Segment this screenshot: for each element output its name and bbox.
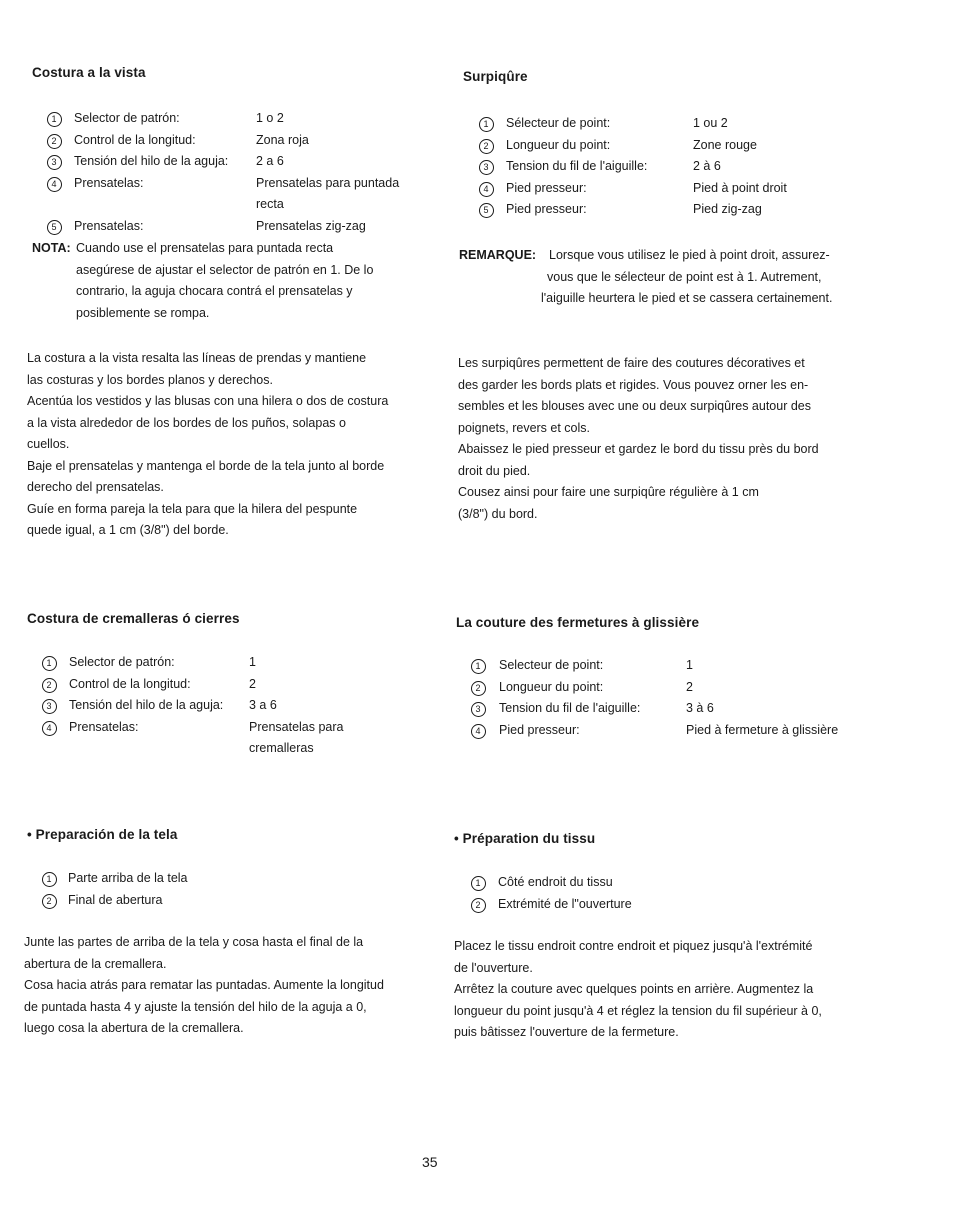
item-label: Longueur du point: bbox=[506, 137, 611, 152]
section-title: Costura a la vista bbox=[32, 65, 146, 80]
list-item bbox=[41, 717, 431, 739]
circled-number: 2 bbox=[479, 139, 494, 154]
item-number bbox=[41, 890, 57, 912]
paragraph-line: Abaissez le pied presseur et gardez le bord du tissu près du bord bbox=[458, 442, 819, 456]
fr2-items bbox=[470, 655, 890, 741]
note-line: Cuando use el prensatelas para puntada recta bbox=[76, 241, 334, 255]
circled-number: 1 bbox=[471, 876, 486, 891]
item-value: Pied à fermeture à glissière bbox=[686, 722, 839, 737]
note-line: posiblemente se rompa. bbox=[76, 305, 210, 320]
fr3-items bbox=[470, 872, 890, 915]
note-lead: NOTA: bbox=[32, 241, 71, 255]
circled-number: 2 bbox=[42, 678, 57, 693]
item-number bbox=[41, 674, 57, 696]
item-label: Pied presseur: bbox=[506, 202, 587, 216]
paragraph-line: Junte las partes de arriba de la tela y cosa hasta el final de la bbox=[24, 935, 364, 949]
fr1-note bbox=[459, 245, 879, 310]
circled-number: 1 bbox=[471, 659, 486, 674]
paragraph-line: Cosa hacia atrás para rematar las puntadas. Aumente la longitud bbox=[24, 978, 384, 992]
circled-number: 4 bbox=[42, 721, 57, 736]
list-item bbox=[46, 151, 436, 173]
section-title: La couture des fermetures à glissière bbox=[456, 615, 700, 630]
list-item bbox=[478, 178, 898, 200]
item-value: recta bbox=[256, 197, 284, 211]
circled-number: 2 bbox=[42, 894, 57, 909]
list-item bbox=[41, 674, 431, 696]
paragraph-line: luego cosa la abertura de la cremallera. bbox=[24, 1021, 244, 1035]
item-number bbox=[478, 199, 494, 221]
circled-number: 1 bbox=[42, 872, 57, 887]
item-number bbox=[41, 652, 57, 674]
item-value: Zone rouge bbox=[693, 137, 757, 152]
item-label: Extrémité de l"ouverture bbox=[498, 896, 632, 911]
section-costura-vista bbox=[32, 62, 432, 84]
item-number bbox=[46, 130, 62, 152]
paragraph-line: puis bâtissez l'ouverture de la fermeture. bbox=[454, 1025, 679, 1039]
circled-number: 3 bbox=[479, 160, 494, 175]
list-item bbox=[41, 890, 431, 912]
list-item bbox=[478, 199, 898, 221]
item-value: Zona roja bbox=[256, 132, 309, 147]
section-fermetures bbox=[456, 612, 876, 634]
item-value: 1 bbox=[686, 658, 693, 672]
list-item bbox=[470, 872, 890, 894]
item-number bbox=[470, 894, 486, 916]
list-item bbox=[41, 652, 431, 674]
list-item bbox=[46, 216, 436, 238]
item-number bbox=[46, 108, 62, 130]
item-number bbox=[470, 720, 486, 742]
list-item bbox=[41, 738, 431, 760]
paragraph-line: La costura a la vista resalta las líneas de prendas y mantiene bbox=[27, 351, 367, 365]
list-item bbox=[470, 677, 890, 699]
paragraph-line: Acentúa los vestidos y las blusas con una hilera o dos de costura bbox=[27, 394, 389, 408]
item-label: Final de abertura bbox=[68, 892, 163, 907]
section-title: Surpiqûre bbox=[463, 69, 528, 84]
item-value: 1 bbox=[249, 655, 256, 669]
es2-items bbox=[41, 652, 431, 760]
paragraph-line: poignets, revers et cols. bbox=[458, 420, 591, 435]
es1-body bbox=[27, 348, 427, 542]
note-lead: REMARQUE: bbox=[459, 248, 537, 262]
note-line: Lorsque vous utilisez le pied à point droit, assurez- bbox=[549, 248, 830, 262]
paragraph-line: sembles et les blouses avec une ou deux surpiqûres autour des bbox=[458, 399, 811, 413]
item-label: Parte arriba de la tela bbox=[68, 871, 188, 885]
paragraph-line: cuellos. bbox=[27, 437, 70, 451]
paragraph-line: las costuras y los bordes planos y derechos. bbox=[27, 372, 273, 387]
paragraph-line: Les surpiqûres permettent de faire des coutures décoratives et bbox=[458, 356, 805, 370]
note-line: contrario, la aguja chocara contrá el prensatelas y bbox=[76, 284, 353, 298]
item-label: Selector de patrón: bbox=[69, 655, 175, 669]
item-label: Selector de patrón: bbox=[74, 111, 180, 125]
section-preparacion bbox=[27, 824, 427, 846]
circled-number: 5 bbox=[479, 203, 494, 218]
paragraph-line: derecho del prensatelas. bbox=[27, 480, 164, 494]
item-value: Pied zig-zag bbox=[693, 202, 762, 216]
fr1-body bbox=[458, 353, 878, 525]
circled-number: 1 bbox=[42, 656, 57, 671]
list-item bbox=[46, 194, 436, 216]
list-item bbox=[478, 135, 898, 157]
paragraph-line: longueur du point jusqu'à 4 et réglez la tension du fil supérieur à 0, bbox=[454, 1003, 822, 1018]
circled-number: 3 bbox=[47, 155, 62, 170]
item-label: Pied presseur: bbox=[499, 722, 580, 737]
item-number bbox=[470, 872, 486, 894]
item-number bbox=[46, 216, 62, 238]
item-number bbox=[46, 173, 62, 195]
list-item bbox=[470, 720, 890, 742]
item-label: Control de la longitud: bbox=[69, 676, 191, 691]
fr3-body bbox=[454, 936, 884, 1044]
item-number bbox=[41, 695, 57, 717]
item-value: Pied à point droit bbox=[693, 180, 787, 195]
circled-number: 3 bbox=[42, 699, 57, 714]
list-item bbox=[478, 113, 898, 135]
item-number bbox=[470, 698, 486, 720]
item-number bbox=[478, 135, 494, 157]
paragraph-line: Arrêtez la couture avec quelques points en arrière. Augmentez la bbox=[454, 982, 814, 996]
es1-items bbox=[46, 108, 436, 237]
list-item bbox=[41, 868, 431, 890]
circled-number: 4 bbox=[471, 724, 486, 739]
item-value: Prensatelas para puntada bbox=[256, 175, 400, 190]
item-value: Prensatelas para bbox=[249, 719, 344, 734]
item-value: 1 ou 2 bbox=[693, 116, 728, 130]
item-number bbox=[470, 655, 486, 677]
item-label: Prensatelas: bbox=[74, 218, 144, 233]
page-number: 35 bbox=[422, 1154, 438, 1170]
item-number bbox=[41, 717, 57, 739]
paragraph-line: (3/8") du bord. bbox=[458, 506, 538, 521]
item-label: Tensión del hilo de la aguja: bbox=[69, 698, 224, 712]
section-title: Costura de cremalleras ó cierres bbox=[27, 611, 240, 626]
item-label: Prensatelas: bbox=[69, 719, 139, 734]
paragraph-line: de l'ouverture. bbox=[454, 960, 533, 975]
section-title: • Preparación de la tela bbox=[27, 827, 178, 842]
item-value: 1 o 2 bbox=[256, 111, 284, 125]
item-value: 2 à 6 bbox=[693, 159, 721, 173]
paragraph-line: des garder les bords plats et rigides. Vous pouvez orner les en- bbox=[458, 377, 809, 392]
item-value: Prensatelas zig-zag bbox=[256, 218, 366, 233]
es1-note bbox=[32, 238, 432, 324]
paragraph-line: droit du pied. bbox=[458, 463, 531, 478]
fr1-items bbox=[478, 113, 898, 221]
circled-number: 2 bbox=[47, 134, 62, 149]
circled-number: 4 bbox=[479, 182, 494, 197]
list-item bbox=[470, 894, 890, 916]
list-item bbox=[46, 173, 436, 195]
circled-number: 5 bbox=[47, 220, 62, 235]
item-label: Selecteur de point: bbox=[499, 658, 604, 672]
item-label: Tension du fil de l'aiguille: bbox=[506, 159, 648, 173]
item-label: Longueur du point: bbox=[499, 679, 604, 694]
list-item bbox=[46, 130, 436, 152]
item-label: Control de la longitud: bbox=[74, 132, 196, 147]
list-item bbox=[470, 698, 890, 720]
list-item bbox=[478, 156, 898, 178]
item-value: 2 bbox=[249, 676, 256, 691]
item-number bbox=[46, 151, 62, 173]
section-preparation bbox=[454, 828, 874, 850]
item-value: 3 a 6 bbox=[249, 698, 277, 712]
item-value: 3 à 6 bbox=[686, 701, 714, 715]
note-line: l'aiguille heurtera le pied et se cassera certainement. bbox=[541, 291, 833, 305]
paragraph-line: abertura de la cremallera. bbox=[24, 956, 167, 971]
circled-number: 2 bbox=[471, 898, 486, 913]
circled-number: 1 bbox=[47, 112, 62, 127]
list-item bbox=[46, 108, 436, 130]
paragraph-line: Placez le tissu endroit contre endroit et piquez jusqu'à l'extrémité bbox=[454, 939, 813, 953]
item-label: Prensatelas: bbox=[74, 175, 144, 190]
item-number bbox=[41, 868, 57, 890]
circled-number: 4 bbox=[47, 177, 62, 192]
item-number bbox=[478, 156, 494, 178]
section-surpiqure bbox=[463, 66, 883, 88]
es3-body bbox=[24, 932, 434, 1040]
item-label: Côté endroit du tissu bbox=[498, 875, 613, 889]
paragraph-line: Guíe en forma pareja la tela para que la hilera del pespunte bbox=[27, 501, 358, 516]
note-line: vous que le sélecteur de point est à 1. Autrement, bbox=[547, 269, 822, 284]
circled-number: 1 bbox=[479, 117, 494, 132]
item-number bbox=[478, 178, 494, 200]
item-number bbox=[478, 113, 494, 135]
item-label: Pied presseur: bbox=[506, 180, 587, 195]
circled-number: 3 bbox=[471, 702, 486, 717]
paragraph-line: Baje el prensatelas y mantenga el borde de la tela junto al borde bbox=[27, 458, 385, 473]
paragraph-line: Cousez ainsi pour faire une surpiqûre régulière à 1 cm bbox=[458, 485, 759, 499]
item-label: Tensión del hilo de la aguja: bbox=[74, 154, 229, 168]
item-value: 2 a 6 bbox=[256, 154, 284, 168]
list-item bbox=[41, 695, 431, 717]
es3-items bbox=[41, 868, 431, 911]
paragraph-line: a la vista alrededor de los bordes de los puños, solapas o bbox=[27, 415, 346, 430]
circled-number: 2 bbox=[471, 681, 486, 696]
section-cremalleras bbox=[27, 608, 427, 630]
list-item bbox=[470, 655, 890, 677]
item-number bbox=[470, 677, 486, 699]
paragraph-line: quede igual, a 1 cm (3/8") del borde. bbox=[27, 523, 229, 537]
item-value: cremalleras bbox=[249, 741, 314, 755]
note-line: asegúrese de ajustar el selector de patrón en 1. De lo bbox=[76, 262, 374, 277]
section-title: • Préparation du tissu bbox=[454, 831, 596, 846]
item-label: Sélecteur de point: bbox=[506, 116, 611, 130]
paragraph-line: de puntada hasta 4 y ajuste la tensión del hilo de la aguja a 0, bbox=[24, 999, 367, 1014]
item-value: 2 bbox=[686, 679, 693, 694]
item-label: Tension du fil de l'aiguille: bbox=[499, 701, 641, 715]
